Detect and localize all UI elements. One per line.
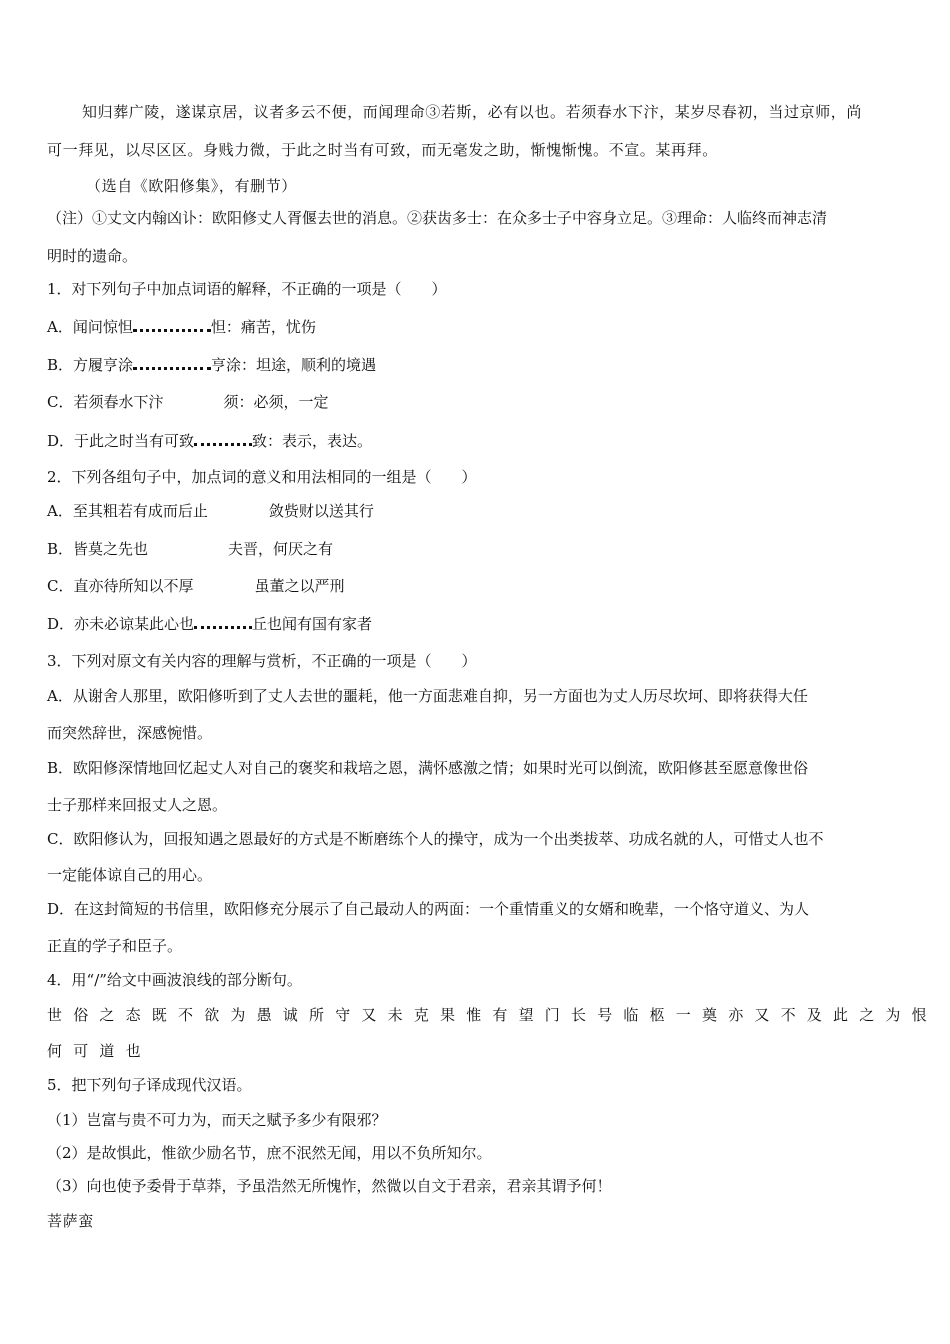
translation-sentence: （1）岂富与贵不可力为，而天之赋予多少有限邪？ xyxy=(47,1111,387,1129)
emphasis-dots xyxy=(194,429,252,446)
option-explanation: 亨涂：坦途，顺利的境遇 xyxy=(211,356,377,374)
option-text: A．闻问惊怛 xyxy=(47,318,133,336)
sentence-right: 敛赀财以送其行 xyxy=(268,502,374,520)
emphasis-dots xyxy=(133,315,211,332)
option-c: C．欧阳修认为，回报知遇之恩最好的方式是不断磨练个人的操守，成为一个出类拔萃、功成名就的人，可惜丈人也不 xyxy=(47,830,824,848)
translation-sentence: （2）是故惧此，惟欲少励名节，庶不泯然无闻，用以不负所知尔。 xyxy=(47,1144,492,1162)
emphasis-dots xyxy=(133,353,211,370)
next-section-title: 菩萨蛮 xyxy=(47,1212,94,1230)
option-d xyxy=(47,429,372,451)
sentence-left: B．皆莫之先也 xyxy=(47,540,149,558)
option-explanation: 怛：痛苦，忧伤 xyxy=(210,318,316,336)
option-b-continued: 士子那样来回报丈人之恩。 xyxy=(47,796,228,814)
sentence-left: C．直亦待所知以不厚 xyxy=(47,577,194,595)
annotation-note: （注）①丈文内翰凶讣：欧阳修丈人胥偃去世的消息。②获齿多士：在众多士子中容身立足。③理命：人临终而神志清 xyxy=(47,209,828,227)
option-b xyxy=(47,539,333,559)
option-explanation: 致：表示，表达。 xyxy=(252,432,373,450)
option-a: A．从谢舍人那里，欧阳修听到了丈人去世的噩耗，他一方面悲难自抑，另一方面也为丈人历尽坎坷、即将获得大任 xyxy=(47,687,808,705)
option-a xyxy=(47,501,374,521)
option-d xyxy=(47,612,372,634)
option-c xyxy=(47,576,345,596)
question-stem: 4．用“/”给文中画波浪线的部分断句。 xyxy=(47,971,302,989)
option-text: C．若须春水下汴 xyxy=(47,393,164,411)
sentence-right: 丘也闻有国有家者 xyxy=(252,615,373,633)
sentence-right: 夫晋，何厌之有 xyxy=(228,540,334,558)
sentence-left: A．至其粗若有成而后止 xyxy=(47,502,208,520)
option-text: B．方履亨涂 xyxy=(47,356,134,374)
passage-line: 可一拜见，以尽区区。身贱力微，于此之时当有可致，而无毫发之助，惭愧惭愧。不宣。某再拜。 xyxy=(47,141,718,159)
source-citation: （选自《欧阳修集》，有删节） xyxy=(86,177,297,195)
option-b: B．欧阳修深情地回忆起丈人对自己的褒奖和栽培之恩，满怀感激之情；如果时光可以倒流，欧阳修甚至愿意像世俗 xyxy=(47,759,809,777)
annotation-note: 明时的遗命。 xyxy=(47,247,138,265)
option-d-continued: 正直的学子和臣子。 xyxy=(47,937,183,955)
question-stem: 2．下列各组句子中，加点词的意义和用法相同的一组是（ ） xyxy=(47,468,477,486)
option-c-continued: 一定能体谅自己的用心。 xyxy=(47,866,213,884)
translation-sentence: （3）向也使予委骨于草莽，予虽浩然无所愧怍，然微以自文于君亲，君亲其谓予何！ xyxy=(47,1177,612,1195)
sentence-right: 虽董之以严刑 xyxy=(254,577,345,595)
emphasis-dots xyxy=(194,612,252,629)
option-d: D．在这封简短的书信里，欧阳修充分展示了自己最动人的两面：一个重情重义的女婿和晚辈，一个恪守道义、为人 xyxy=(47,900,810,918)
question-stem: 5．把下列句子译成现代汉语。 xyxy=(47,1076,252,1094)
question-stem: 3．下列对原文有关内容的理解与赏析，不正确的一项是（ ） xyxy=(47,652,477,670)
punctuation-exercise-text: 何可道也 xyxy=(47,1042,152,1060)
sentence-left: D．亦未必谅某此心也 xyxy=(47,615,195,633)
punctuation-exercise-text: 世俗之态既不欲为愚诚所守又未克果惟有望门长号临柩一奠亦又不及此之为恨 xyxy=(47,1006,938,1024)
option-a-continued: 而突然辞世，深感惋惜。 xyxy=(47,724,213,742)
option-c xyxy=(47,392,329,412)
option-explanation: 须：必须，一定 xyxy=(223,393,329,411)
option-a xyxy=(47,315,316,337)
passage-line: 知归葬广陵，遂谋京居，议者多云不便，而闻理命③若斯，必有以也。若须春水下汴，某岁尽春初，当过京师，尚 xyxy=(82,103,863,121)
option-text: D．于此之时当有可致 xyxy=(47,432,195,450)
question-stem: 1．对下列句子中加点词语的解释，不正确的一项是（ ） xyxy=(47,280,447,298)
option-b xyxy=(47,353,376,375)
